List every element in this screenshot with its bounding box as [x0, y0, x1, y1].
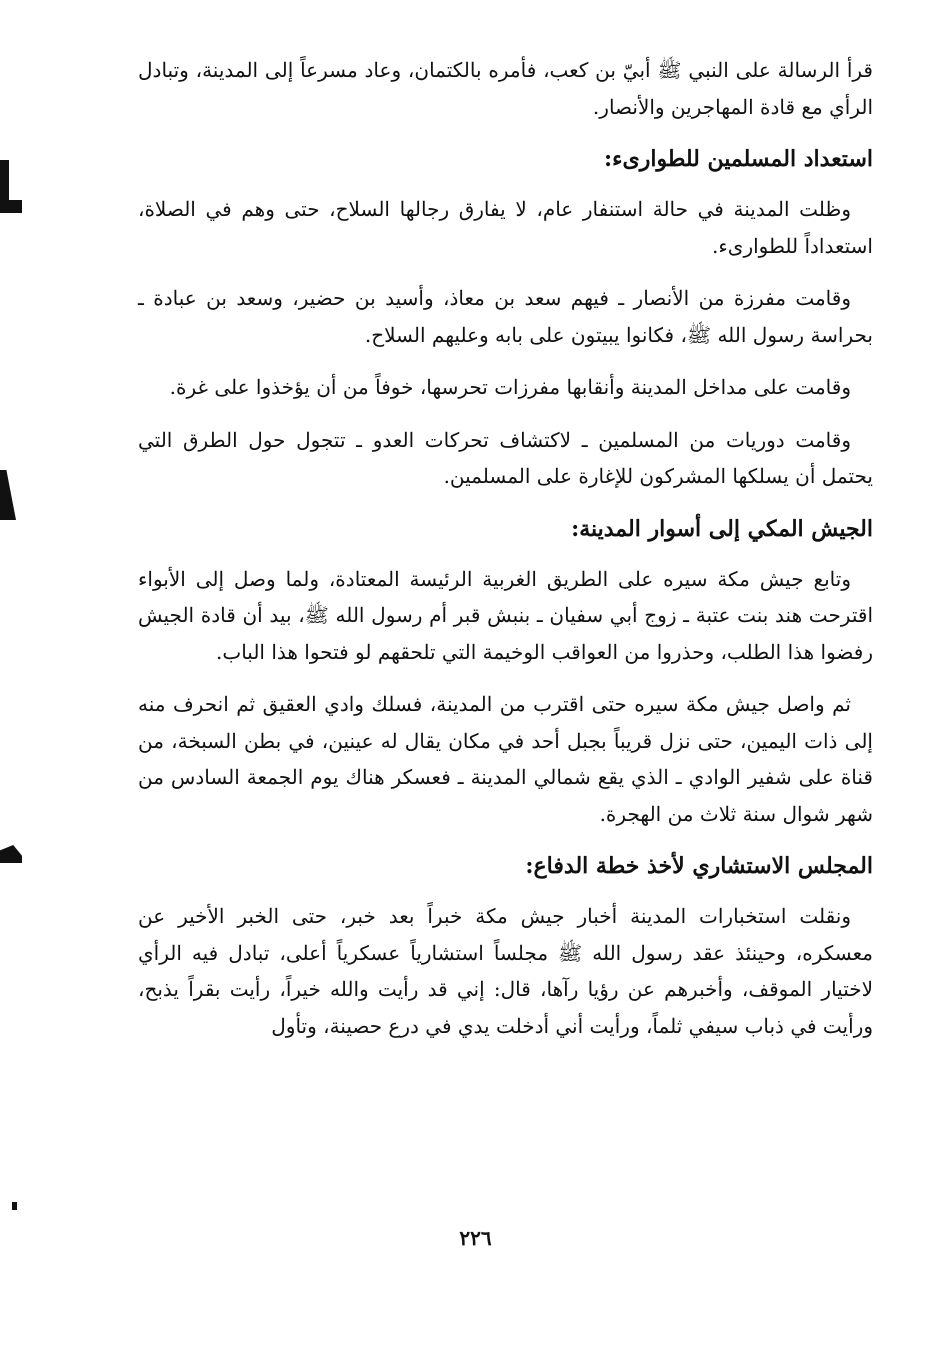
paragraph: ونقلت استخبارات المدينة أخبار جيش مكة خبراً بعد خبر، حتى الخبر الأخير عن معسكره، وحينئذ عقد رسول الله ﷺ مجلساً استشارياً عسكرياً أعلى، تبادل فيه الرأي لاختيار الموقف، وأخبرهم عن رؤيا رآها، قال: إني قد رأيت والله خيراً، رأيت بقراً يذبح، ورأيت في ذباب سيفي ثلماً، ورأيت أني أدخلت يدي في درع حصينة، وتأول [138, 904, 873, 1038]
paragraph: قرأ الرسالة على النبي ﷺ أبيّ بن كعب، فأمره بالكتمان، وعاد مسرعاً إلى المدينة، وتبادل الرأي مع قادة المهاجرين والأنصار. [138, 58, 873, 119]
section-heading: استعداد المسلمين للطوارىء: [604, 146, 873, 172]
paragraph: وقامت دوريات من المسلمين ـ لاكتشاف تحركات العدو ـ تتجول حول الطرق التي يحتمل أن يسلكها المشركون للإغارة على المسلمين. [138, 427, 873, 488]
paragraph: وظلت المدينة في حالة استنفار عام، لا يفارق رجالها السلاح، حتى وهم في الصلاة، استعداداً للطوارىء. [138, 197, 873, 258]
paragraph: وقامت مفرزة من الأنصار ـ فيهم سعد بن معاذ، وأسيد بن حضير، وسعد بن عبادة ـ بحراسة رسول الله ﷺ، فكانوا يبيتون على بابه وعليهم السلاح. [138, 286, 873, 347]
page-number: ٢٢٦ [459, 1226, 492, 1250]
scan-mark [0, 470, 16, 520]
page-body [138, 52, 873, 1060]
scan-mark [12, 1202, 17, 1210]
section-heading: المجلس الاستشاري لأخذ خطة الدفاع: [525, 853, 873, 879]
paragraph: وقامت على مداخل المدينة وأنقابها مفرزات تحرسها، خوفاً من أن يؤخذوا على غرة. [169, 375, 851, 399]
section-heading: الجيش المكي إلى أسوار المدينة: [571, 515, 873, 542]
paragraph: ثم واصل جيش مكة سيره حتى اقترب من المدينة، فسلك وادي العقيق ثم انحرف منه إلى ذات اليمين، حتى نزل قريباً بجبل أحد في مكان يقال له عينين، في بطن السبخة، من قناة على شفير الوادي ـ الذي يقع شمالي المدينة ـ فعسكر هناك يوم الجمعة السادس من شهر شوال سنة ثلاث من الهجرة. [138, 692, 873, 826]
paragraph: وتابع جيش مكة سيره على الطريق الغربية الرئيسة المعتادة، ولما وصل إلى الأبواء اقترحت هند بنت عتبة ـ زوج أبي سفيان ـ بنبش قبر أم رسول الله ﷺ، بيد أن قادة الجيش رفضوا هذا الطلب، وحذروا من العواقب الوخيمة التي تلحقهم لو فتحوا هذا الباب. [138, 566, 873, 664]
scan-mark [0, 200, 22, 213]
scan-mark [0, 845, 22, 863]
